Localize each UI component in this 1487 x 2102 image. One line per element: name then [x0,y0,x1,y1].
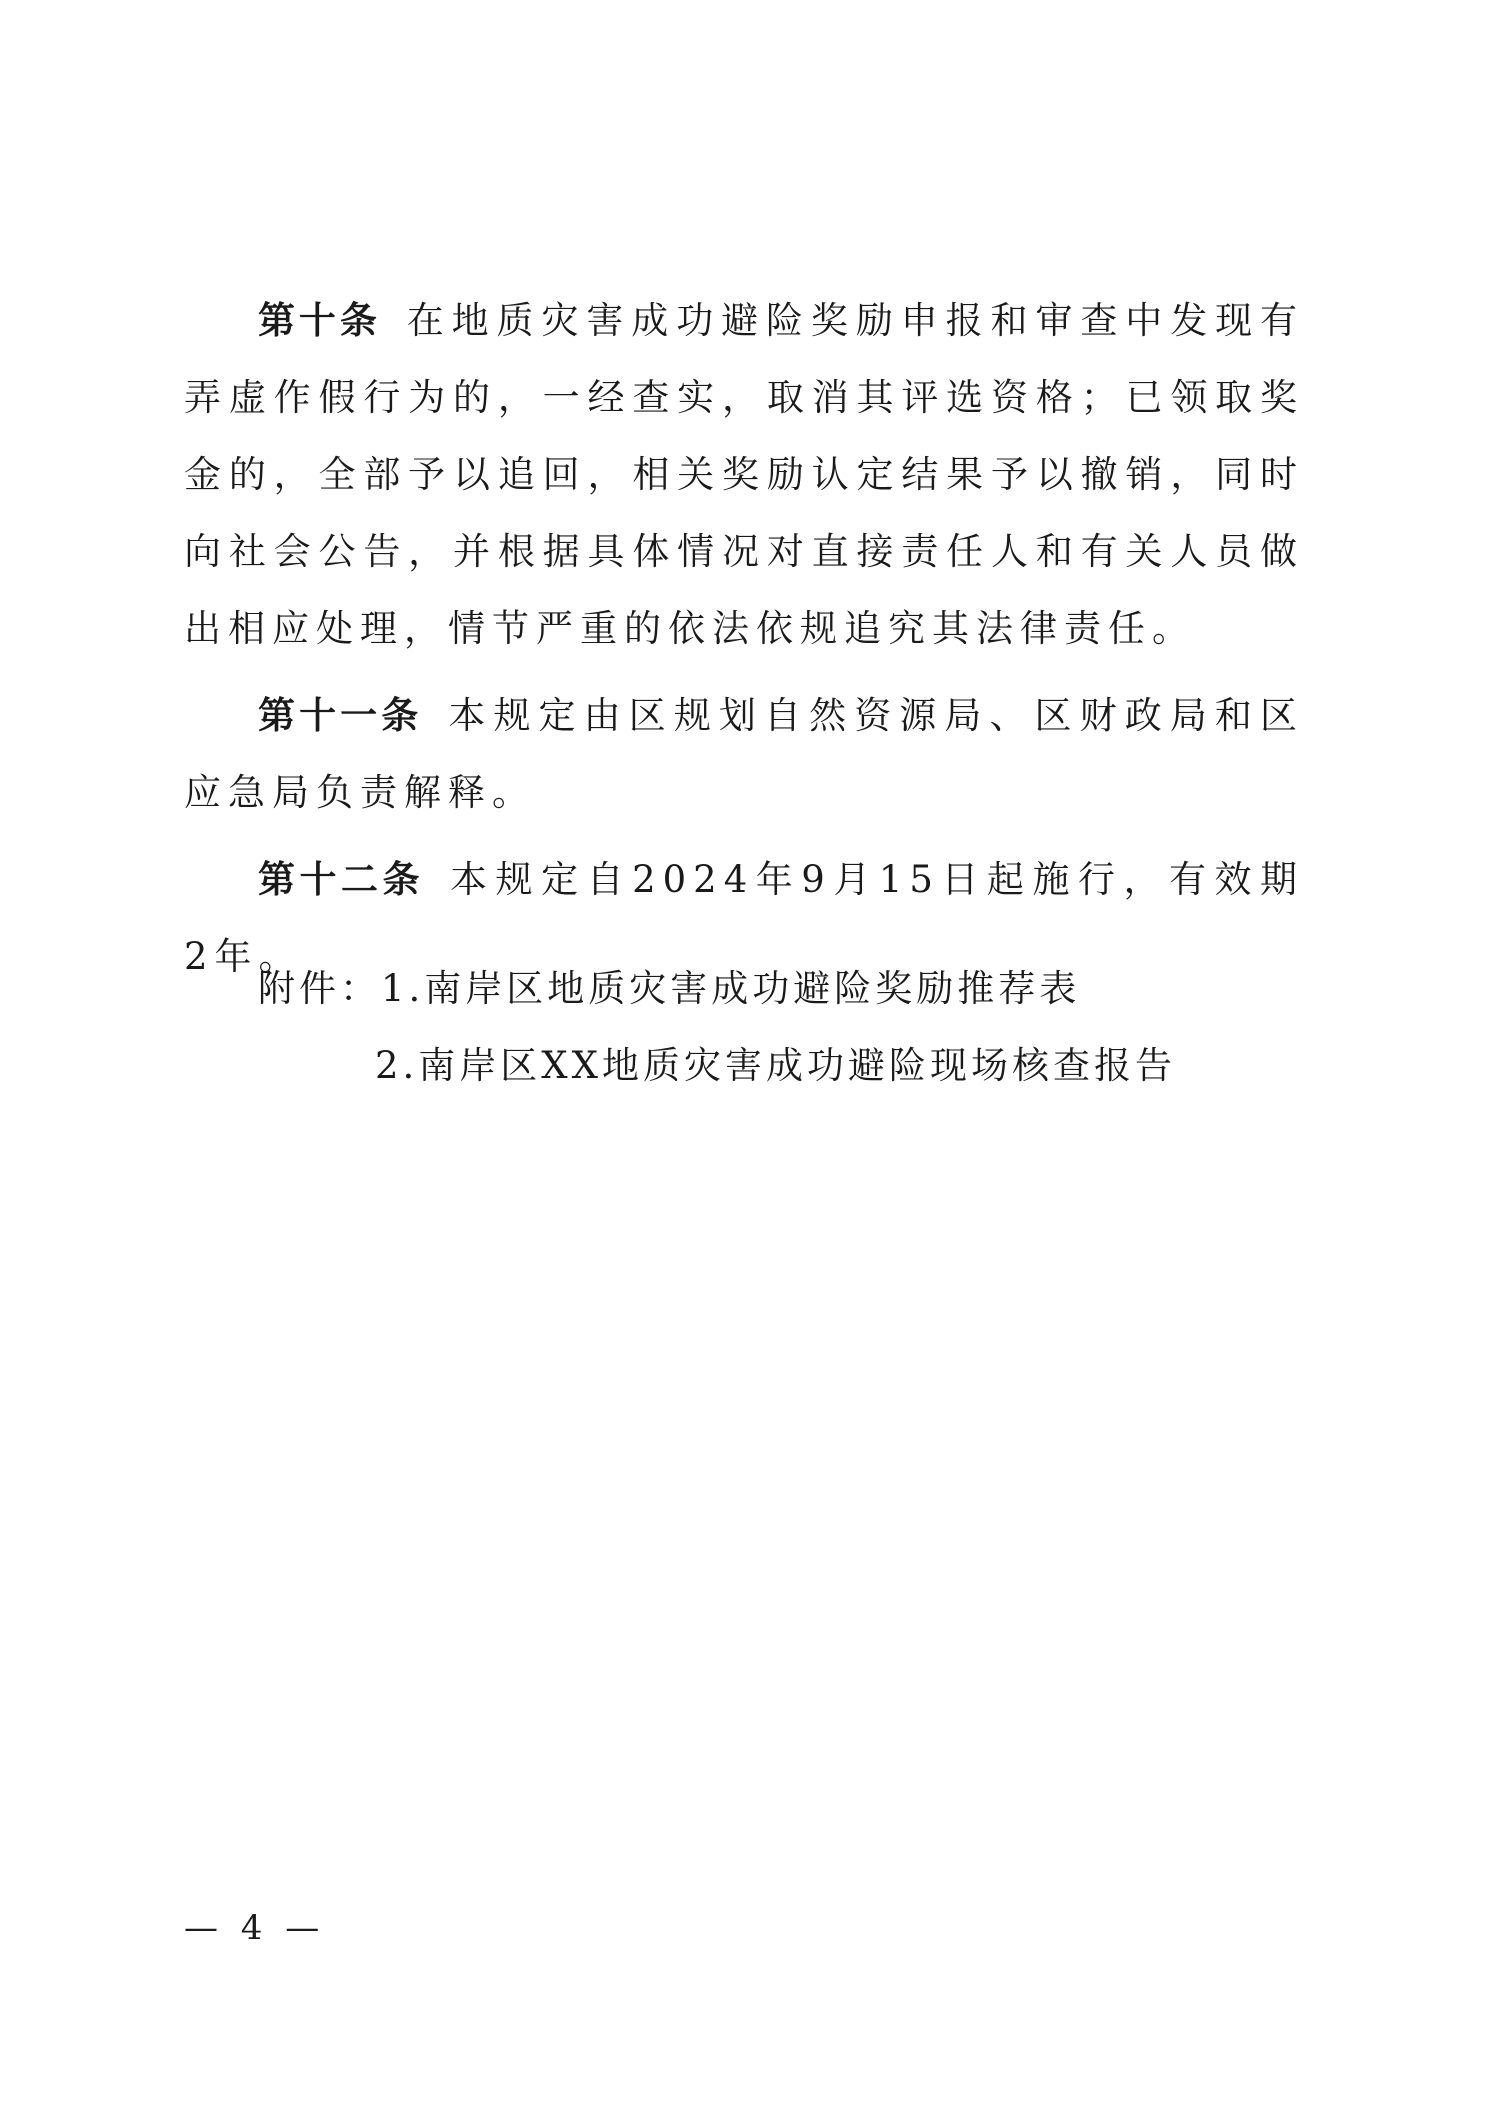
article-heading: 第十条 [258,298,381,342]
attachment-item: 1.南岸区地质灾害成功避险奖励推荐表 [381,967,1081,1010]
article-heading: 第十二条 [258,857,425,901]
attachment-item: 2.南岸区XX地质灾害成功避险现场核查报告 [375,1044,1176,1087]
article-text: 在地质灾害成功避险奖励申报和审查中发现有弄虚作假行为的，一经查实，取消其评选资格；已领取奖金的，全部予以追回，相关奖励认定结果予以撤销，同时向社会公告，并根据具体情况对直接责任人和有关人员做出相应处理，情节严重的依法依规追究其法律责任。 [184,299,1305,650]
page-number: — 4 — [184,1908,326,1948]
regulation-body [184,282,1304,1005]
article-text: 本规定由区规划自然资源局、区财政局和区应急局负责解释。 [184,694,1305,814]
attachment-row [258,1027,1298,1104]
attachment-row [258,950,1298,1027]
attachments-list [258,950,1298,1104]
article-11 [184,677,1304,831]
article-text: 本规定自2024年9月15日起施行，有效期2年。 [184,858,1304,978]
article-10 [184,282,1304,667]
article-heading: 第十一条 [258,693,423,737]
attachments-label: 附件： [258,967,381,1010]
